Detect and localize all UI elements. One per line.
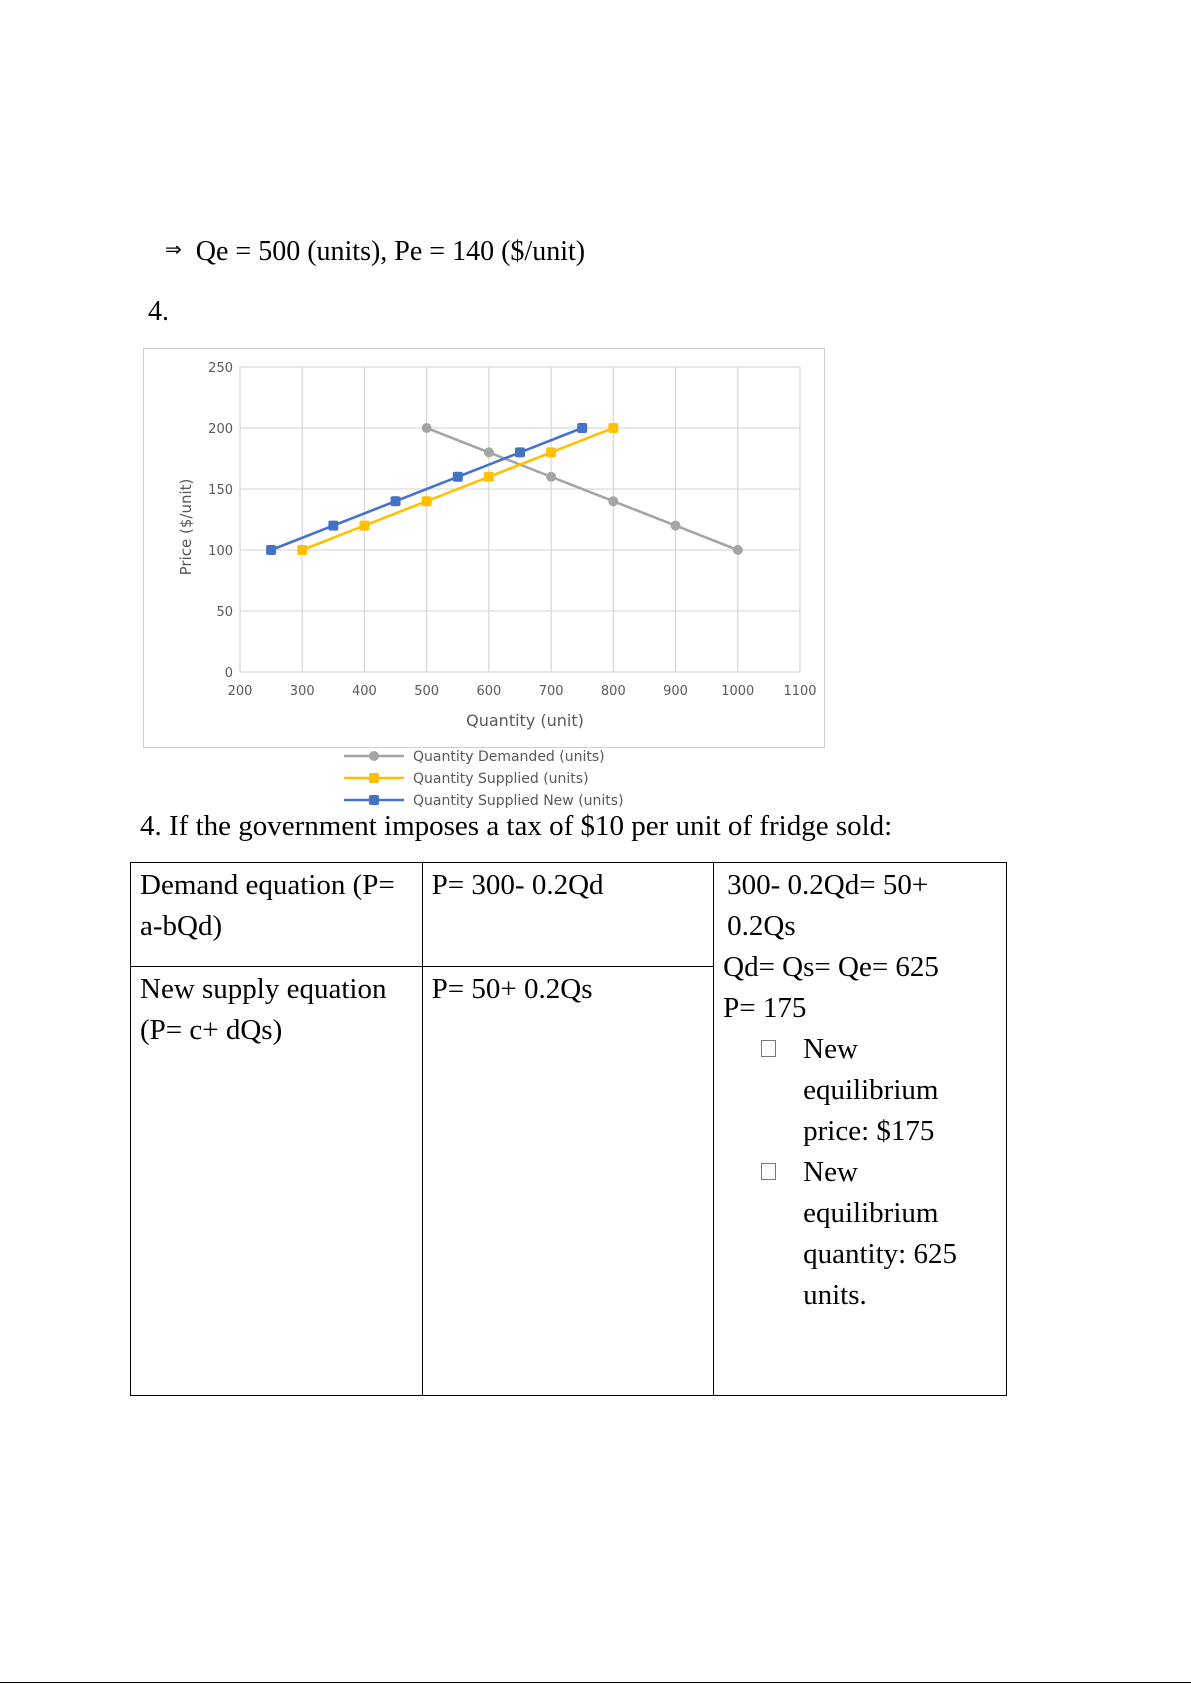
list-item [761, 1152, 997, 1316]
tax-heading: 4. If the government imposes a tax of $10 per unit of fridge sold: [140, 810, 893, 842]
data-point-supply-new [266, 545, 276, 555]
y-tick-label: 150 [208, 483, 233, 498]
data-point-demand [484, 447, 494, 457]
data-point-supply [297, 545, 307, 555]
demand-label-cell: Demand equation (P= a-bQd) [131, 863, 423, 967]
x-tick-label: 200 [227, 684, 253, 699]
equilibrium-result-text: Qe = 500 (units), Pe = 140 ($/unit) [195, 236, 586, 267]
data-point-supply-new [453, 472, 463, 482]
supply-equation-cell: P= 50+ 0.2Qs [422, 967, 713, 1396]
data-point-supply [608, 423, 618, 433]
data-point-demand [671, 521, 681, 531]
implies-arrow-icon: ⇒ [165, 237, 182, 261]
legend-label: Quantity Demanded (units) [413, 749, 605, 765]
legend-label: Quantity Supplied (units) [413, 771, 589, 787]
data-point-demand [546, 472, 556, 482]
y-axis-title: Price ($/unit) [177, 478, 195, 576]
x-tick-label: 1000 [721, 684, 755, 699]
x-tick-label: 300 [289, 684, 315, 699]
solution-line-1: 300- 0.2Qd= 50+ 0.2Qs [727, 869, 929, 942]
section-number: 4. [148, 296, 169, 327]
data-point-demand [422, 423, 432, 433]
data-point-supply [359, 521, 369, 531]
result-bullets [723, 1029, 997, 1316]
data-point-demand [733, 545, 743, 555]
x-axis-title: Quantity (unit) [466, 711, 584, 730]
x-tick-label: 700 [538, 684, 564, 699]
legend-marker-supply-new [369, 795, 379, 805]
x-tick-label: 900 [663, 684, 688, 699]
solution-line-2: Qd= Qs= Qe= 625 [723, 951, 939, 983]
supply-demand-chart [0, 0, 1191, 830]
y-tick-label: 50 [216, 605, 233, 620]
y-tick-label: 200 [208, 422, 233, 437]
supply-label-cell: New supply equation (P= c+ dQs) [131, 967, 423, 1396]
x-tick-label: 1100 [783, 684, 817, 699]
legend-marker-demand [369, 751, 379, 761]
page-bottom-rule [0, 1682, 1191, 1683]
checkbox-glyph-icon [761, 1040, 776, 1057]
solution-line-3: P= 175 [723, 992, 807, 1024]
x-tick-label: 500 [414, 684, 440, 699]
x-tick-label: 800 [600, 684, 626, 699]
data-point-supply [422, 496, 432, 506]
demand-equation-cell: P= 300- 0.2Qd [422, 863, 713, 967]
data-point-supply-new [515, 447, 525, 457]
data-point-supply [546, 447, 556, 457]
data-point-demand [608, 496, 618, 506]
data-point-supply-new [328, 521, 338, 531]
checkbox-glyph-icon [761, 1163, 776, 1180]
data-point-supply [484, 472, 494, 482]
x-tick-label: 600 [476, 684, 502, 699]
bullet-text: New equilibrium price: $175 [803, 1033, 939, 1147]
data-point-supply-new [391, 496, 401, 506]
y-tick-label: 100 [208, 544, 233, 559]
equation-table [130, 862, 1007, 1396]
list-item [761, 1029, 997, 1152]
solution-cell [714, 863, 1007, 1396]
legend-label: Quantity Supplied New (units) [413, 793, 624, 809]
y-tick-label: 250 [208, 361, 233, 376]
bullet-text: New equilibrium quantity: 625 units. [803, 1156, 957, 1311]
x-tick-label: 400 [352, 684, 377, 699]
legend-marker-supply [369, 773, 379, 783]
y-tick-label: 0 [224, 666, 233, 681]
data-point-supply-new [577, 423, 587, 433]
